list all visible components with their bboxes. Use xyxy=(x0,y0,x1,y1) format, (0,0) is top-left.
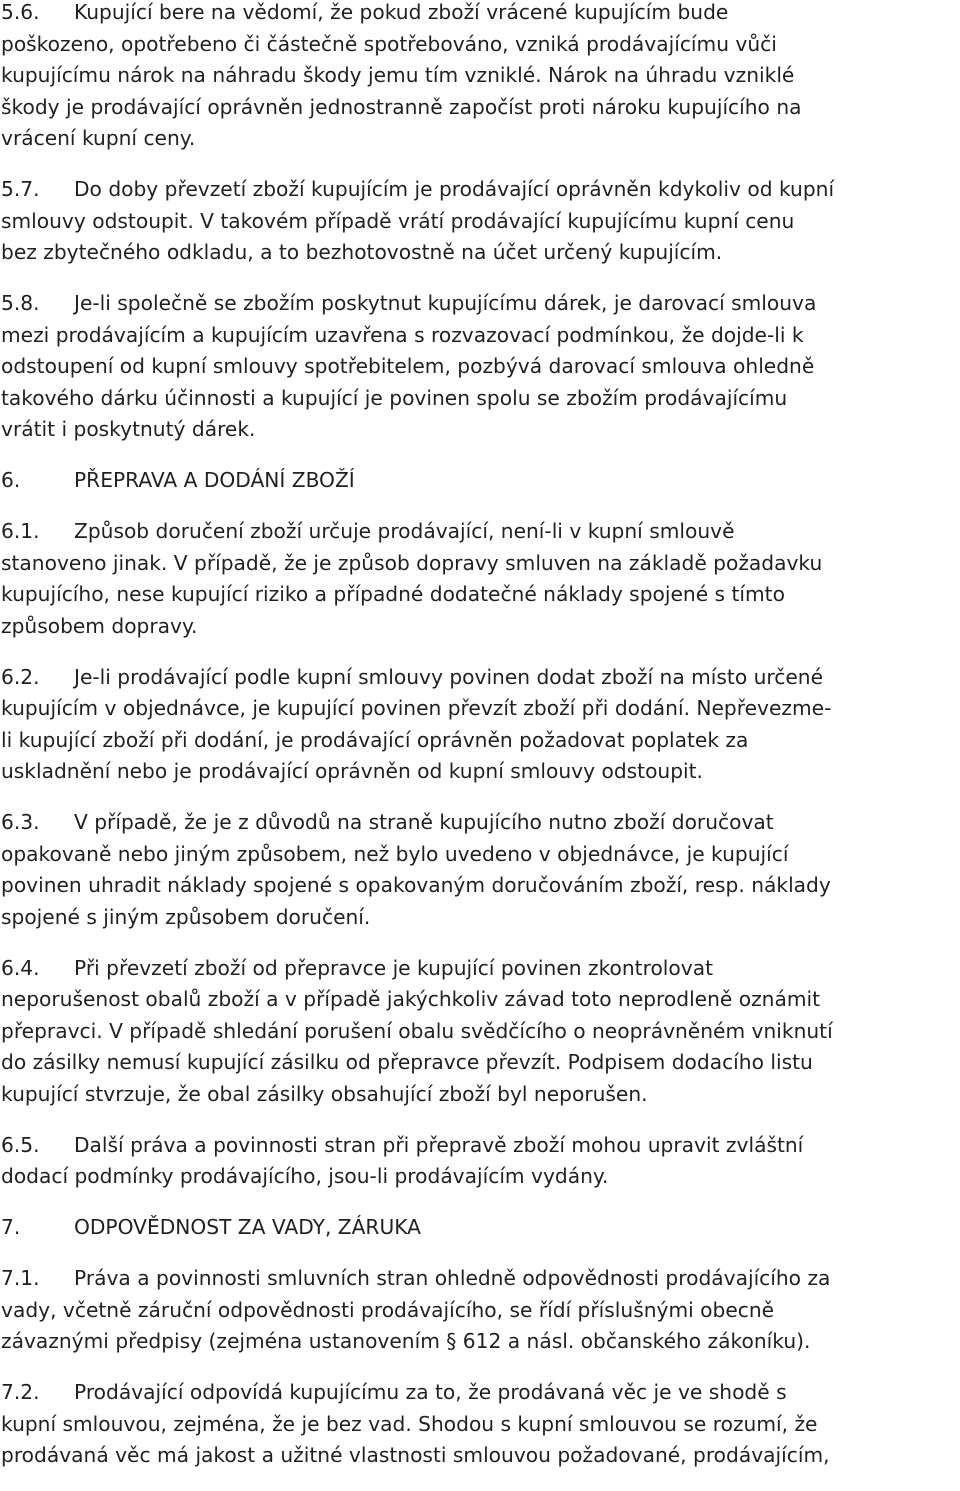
heading-number: 7. xyxy=(1,1215,21,1239)
section-number: 6.5. xyxy=(1,1132,40,1157)
section-number: 6.2. xyxy=(1,664,40,689)
section-text-line: kupní smlouvou, zejména, že je bez vad. Shodou s kupní smlouvou se rozumí, že xyxy=(1,1411,818,1436)
section-text-line: Do doby převzetí zboží kupujícím je prodávající oprávněn kdykoliv od kupní xyxy=(74,177,835,201)
section-text-line: mezi prodávajícím a kupujícím uzavřena s rozvazovací podmínkou, že dojde-li k xyxy=(1,322,804,347)
section-text-line: závaznými předpisy (zejména ustanovením § 612 a násl. občanského zákoníku). xyxy=(1,1329,811,1353)
section-6-1 xyxy=(1,516,959,642)
section-text-line: Je-li prodávající podle kupní smlouvy povinen dodat zboží na místo určené xyxy=(74,664,823,689)
section-text-line: bez zbytečného odkladu, a to bezhotovostně na účet určený kupujícím. xyxy=(1,240,723,264)
section-text-line: V případě, že je z důvodů na straně kupujícího nutno zboží doručovat xyxy=(74,810,774,834)
section-text-line: škody je prodávající oprávněn jednostranně započíst proti nároku kupujícího na xyxy=(1,94,802,119)
section-text-line: kupujícího, nese kupující riziko a případné dodatečné náklady spojené s tímto xyxy=(1,582,785,606)
section-6-5 xyxy=(1,1130,959,1193)
section-text-line: způsobem dopravy. xyxy=(1,613,198,638)
section-number: 6.1. xyxy=(1,519,40,543)
section-text-line: do zásilky nemusí kupující zásilku od přepravce převzít. Podpisem dodacího listu xyxy=(1,1050,813,1074)
section-text-line: li kupující zboží při dodání, je prodávající oprávněn požadovat poplatek za xyxy=(1,727,749,752)
section-number: 6.4. xyxy=(1,955,40,980)
section-number: 5.8. xyxy=(1,291,40,315)
section-text-line: Je-li společně se zbožím poskytnut kupujícímu dárek, je darovací smlouva xyxy=(74,291,817,315)
section-7-1 xyxy=(1,1263,959,1358)
section-text-line: smlouvy odstoupit. V takovém případě vrátí prodávající kupujícímu kupní cenu xyxy=(1,208,795,233)
section-text-line: kupujícím v objednávce, je kupující povinen převzít zboží při dodání. Nepřevezme- xyxy=(1,696,832,720)
section-5-8 xyxy=(1,288,959,446)
section-text-line: dodací podmínky prodávajícího, jsou-li prodávajícím vydány. xyxy=(1,1164,609,1188)
section-text-line: uskladnění nebo je prodávající oprávněn od kupní smlouvy odstoupit. xyxy=(1,759,703,783)
section-text-line: Práva a povinnosti smluvních stran ohledně odpovědnosti prodávajícího za xyxy=(74,1266,831,1290)
section-text-line: Kupující bere na vědomí, že pokud zboží vrácené kupujícím bude xyxy=(74,0,729,24)
section-number: 7.2. xyxy=(1,1380,40,1404)
section-text-line: vady, včetně záruční odpovědnosti prodávajícího, se řídí příslušnými obecně xyxy=(1,1297,775,1322)
section-number: 6.3. xyxy=(1,810,40,834)
heading-number: 6. xyxy=(1,468,21,492)
section-text-line: Při převzetí zboží od přepravce je kupující povinen zkontrolovat xyxy=(74,955,713,980)
section-text-line: prodávaná věc má jakost a užitné vlastnosti smlouvou požadované, prodávajícím, xyxy=(1,1443,830,1467)
section-6-3 xyxy=(1,807,959,933)
heading-title: ODPOVĚDNOST ZA VADY, ZÁRUKA xyxy=(74,1215,421,1239)
section-text-line: přepravci. V případě shledání porušení obalu svědčícího o neoprávněném vniknutí xyxy=(1,1018,833,1043)
section-text-line: vrácení kupní ceny. xyxy=(1,126,196,150)
section-text-line: odstoupení od kupní smlouvy spotřebitelem, pozbývá darovací smlouva ohledně xyxy=(1,354,815,378)
section-6-2 xyxy=(1,662,959,788)
section-text-line: povinen uhradit náklady spojené s opakovaným doručováním zboží, resp. náklady xyxy=(1,873,831,897)
section-text-line: Prodávající odpovídá kupujícímu za to, že prodávaná věc je ve shodě s xyxy=(74,1380,787,1404)
heading-6 xyxy=(1,465,959,497)
section-text-line: stanoveno jinak. V případě, že je způsob dopravy smluven na základě požadavku xyxy=(1,550,823,575)
section-text-line: spojené s jiným způsobem doručení. xyxy=(1,904,371,929)
section-5-6 xyxy=(1,0,959,155)
section-text-line: neporušenost obalů zboží a v případě jakýchkoliv závad toto neprodleně oznámit xyxy=(1,987,821,1011)
section-5-7 xyxy=(1,174,959,269)
section-text-line: Způsob doručení zboží určuje prodávající, není-li v kupní smlouvě xyxy=(74,519,735,543)
section-text-line: poškozeno, opotřebeno či částečně spotřebováno, vzniká prodávajícímu vůči xyxy=(1,31,777,56)
section-text-line: kupujícímu nárok na náhradu škody jemu tím vzniklé. Nárok na úhradu vzniklé xyxy=(1,63,795,87)
section-text-line: takového dárku účinnosti a kupující je povinen spolu se zbožím prodávajícímu xyxy=(1,385,788,410)
section-text-line: vrátit i poskytnutý dárek. xyxy=(1,417,256,441)
section-number: 5.6. xyxy=(1,0,40,24)
section-7-2 xyxy=(1,1377,959,1472)
document-page xyxy=(1,0,959,1491)
heading-7 xyxy=(1,1212,959,1244)
section-number: 7.1. xyxy=(1,1266,40,1290)
section-6-4 xyxy=(1,953,959,1111)
section-number: 5.7. xyxy=(1,177,40,201)
section-text-line: Další práva a povinnosti stran při přepravě zboží mohou upravit zvláštní xyxy=(74,1132,804,1157)
section-text-line: opakovaně nebo jiným způsobem, než bylo uvedeno v objednávce, je kupující xyxy=(1,841,789,866)
heading-title: PŘEPRAVA A DODÁNÍ ZBOŽÍ xyxy=(74,468,355,492)
section-text-line: kupující stvrzuje, že obal zásilky obsahující zboží byl neporušen. xyxy=(1,1081,648,1106)
